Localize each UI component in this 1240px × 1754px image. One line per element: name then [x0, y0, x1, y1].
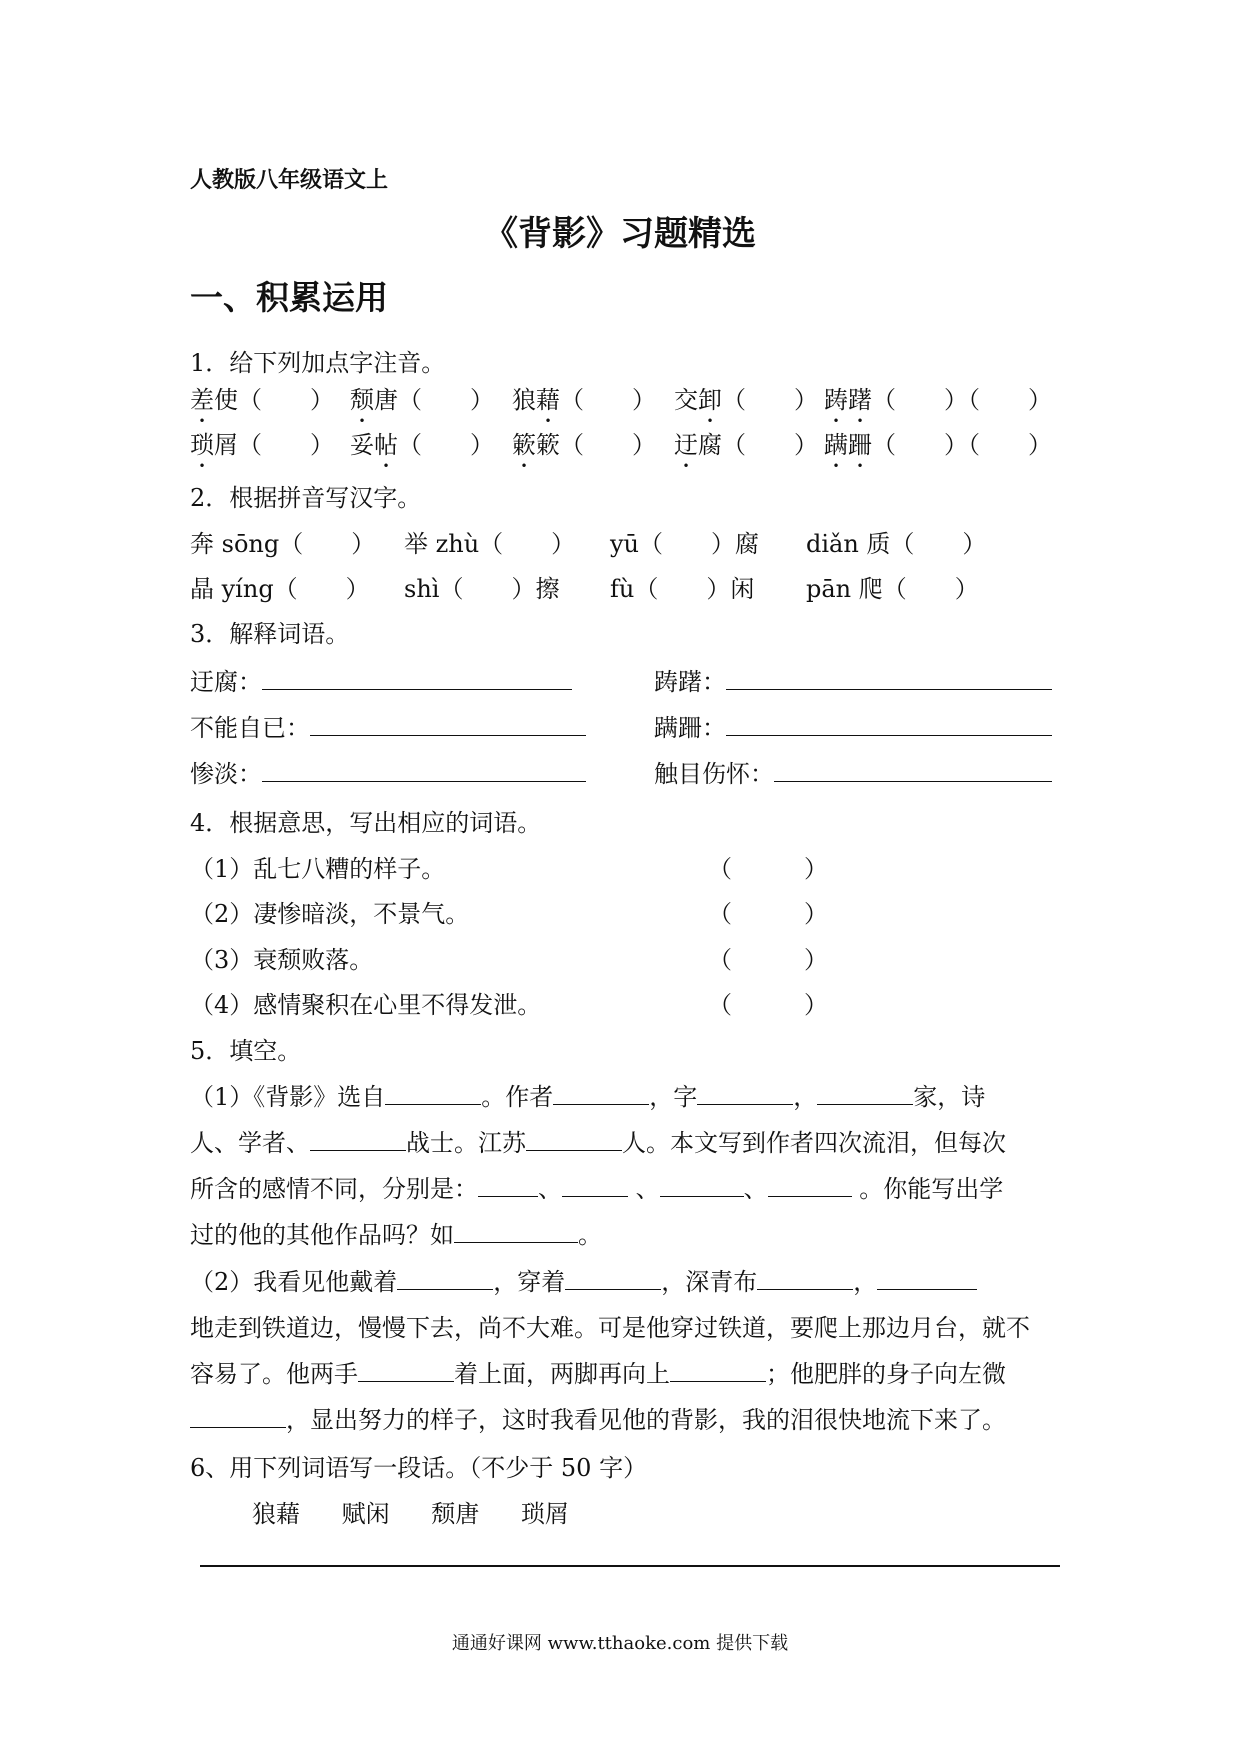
- answer-blank[interactable]: [817, 1084, 913, 1105]
- q4-item: （4）感情聚积在心里不得发泄。: [190, 991, 542, 1019]
- answer-blank[interactable]: [726, 715, 1052, 736]
- answer-blank[interactable]: [397, 1269, 493, 1290]
- answer-blank[interactable]: [385, 1084, 481, 1105]
- answer-blank[interactable]: [310, 715, 586, 736]
- q4-item: （1）乱七八糟的样子。: [190, 855, 446, 883]
- q3-item: 踌躇：: [654, 662, 1052, 697]
- q6-word: 狼藉: [252, 1500, 300, 1528]
- q6-word-list: [252, 1494, 603, 1529]
- answer-paren[interactable]: （ ）: [708, 855, 828, 883]
- answer-paren[interactable]: （ ）: [708, 991, 828, 1019]
- q5-p2-line1: （2）我看见他戴着 ，穿着 ，深青布 ，: [190, 1262, 977, 1297]
- answer-blank[interactable]: [262, 761, 586, 782]
- q6-word: 赋闲: [341, 1500, 390, 1528]
- answer-blank[interactable]: [757, 1269, 853, 1290]
- q1-item: 踌躇（ ）（ ）: [824, 386, 1052, 414]
- q5-p1-line1: （1）《背影》选自 。作者 ，字 ， 家，诗: [190, 1083, 986, 1111]
- q1-item: 差使（ ）: [190, 386, 334, 414]
- q5-p1-line2: 人、学者、 战士。江苏 人。本文写到作者四次流泪，但每次: [190, 1129, 1006, 1157]
- answer-blank[interactable]: [310, 1130, 406, 1151]
- answer-blank[interactable]: [726, 669, 1052, 690]
- q5-label: 5．填空。: [190, 1037, 302, 1065]
- answer-blank[interactable]: [358, 1361, 454, 1382]
- answer-blank[interactable]: [670, 1361, 766, 1382]
- q2-item: shì（ ）擦: [404, 575, 560, 603]
- q5-p1-line4: 过的他的其他作品吗？如 。: [190, 1221, 602, 1249]
- q5-p2-line2: 地走到铁道边，慢慢下去，尚不大难。可是他穿过铁道，要爬上那边月台，就不: [190, 1314, 1030, 1342]
- q2-item: 奔 sōng（ ）: [190, 530, 376, 558]
- section-heading: 一、积累运用: [190, 278, 388, 317]
- q3-item: 惨淡：: [190, 754, 586, 789]
- q5-p1-line3: 所含的感情不同，分别是： 、 、 、 。你能写出学: [190, 1175, 1004, 1203]
- q1-item: 琐屑（ ）: [190, 431, 334, 459]
- q2-item: 晶 yíng（ ）: [190, 575, 370, 603]
- q6-word: 颓唐: [431, 1500, 480, 1528]
- grade-header: 人教版八年级语文上: [190, 167, 389, 193]
- q1-item: 蹒跚（ ）（ ）: [824, 431, 1052, 459]
- page-title: 《背影》习题精选: [484, 214, 756, 254]
- q1-label: 1．给下列加点字注音。: [190, 349, 446, 377]
- answer-blank[interactable]: [190, 1407, 286, 1428]
- q2-item: diǎn 质（ ）: [806, 530, 987, 558]
- answer-blank[interactable]: [768, 1176, 852, 1197]
- answer-blank[interactable]: [262, 669, 572, 690]
- answer-paren[interactable]: （ ）: [708, 946, 828, 974]
- q1-item: 狼藉（ ）: [512, 386, 656, 414]
- q1-item: 迂腐（ ）: [674, 431, 818, 459]
- q6-label: 6、用下列词语写一段话。（不少于 50 字）: [190, 1454, 648, 1482]
- q2-item: 举 zhù（ ）: [404, 530, 576, 558]
- answer-blank[interactable]: [565, 1269, 661, 1290]
- q1-item: 交卸（ ）: [674, 386, 818, 414]
- answer-paren[interactable]: （ ）: [708, 900, 828, 928]
- answer-blank[interactable]: [526, 1130, 622, 1151]
- q4-item: （2）凄惨暗淡，不景气。: [190, 900, 470, 928]
- q2-label: 2．根据拼音写汉字。: [190, 484, 422, 512]
- q2-item: fù（ ）闲: [610, 575, 755, 603]
- answer-blank[interactable]: [877, 1269, 977, 1290]
- answer-blank[interactable]: [454, 1222, 578, 1243]
- answer-blank[interactable]: [774, 761, 1052, 782]
- answer-blank[interactable]: [562, 1176, 628, 1197]
- q3-item: 迂腐：: [190, 662, 572, 697]
- q5-p2-line3: 容易了。他两手 着上面，两脚再向上 ；他肥胖的身子向左微: [190, 1360, 1006, 1388]
- q1-item: 颓唐（ ）: [350, 386, 494, 414]
- q6-word: 琐屑: [520, 1500, 569, 1528]
- q5-p2-line4: ，显出努力的样子，这时我看见他的背影，我的泪很快地流下来了。: [190, 1400, 1006, 1435]
- answer-blank[interactable]: [478, 1176, 538, 1197]
- q3-item: 触目伤怀：: [654, 754, 1052, 789]
- q1-item: 簌簌（ ）: [512, 431, 656, 459]
- answer-line[interactable]: [200, 1565, 1060, 1567]
- q4-item: （3）衰颓败落。: [190, 946, 374, 974]
- q4-label: 4．根据意思，写出相应的词语。: [190, 809, 542, 837]
- q2-item: pān 爬（ ）: [806, 575, 979, 603]
- answer-blank[interactable]: [553, 1084, 649, 1105]
- answer-blank[interactable]: [660, 1176, 744, 1197]
- answer-blank[interactable]: [697, 1084, 793, 1105]
- q1-item: 妥帖（ ）: [350, 431, 494, 459]
- q3-item: 蹒跚：: [654, 708, 1052, 743]
- q3-label: 3．解释词语。: [190, 620, 350, 648]
- q2-item: yū（ ）腐: [610, 530, 760, 558]
- q3-item: 不能自已：: [190, 708, 586, 743]
- footer-credit: 通通好课网 www.tthaoke.com 提供下载: [451, 1633, 789, 1654]
